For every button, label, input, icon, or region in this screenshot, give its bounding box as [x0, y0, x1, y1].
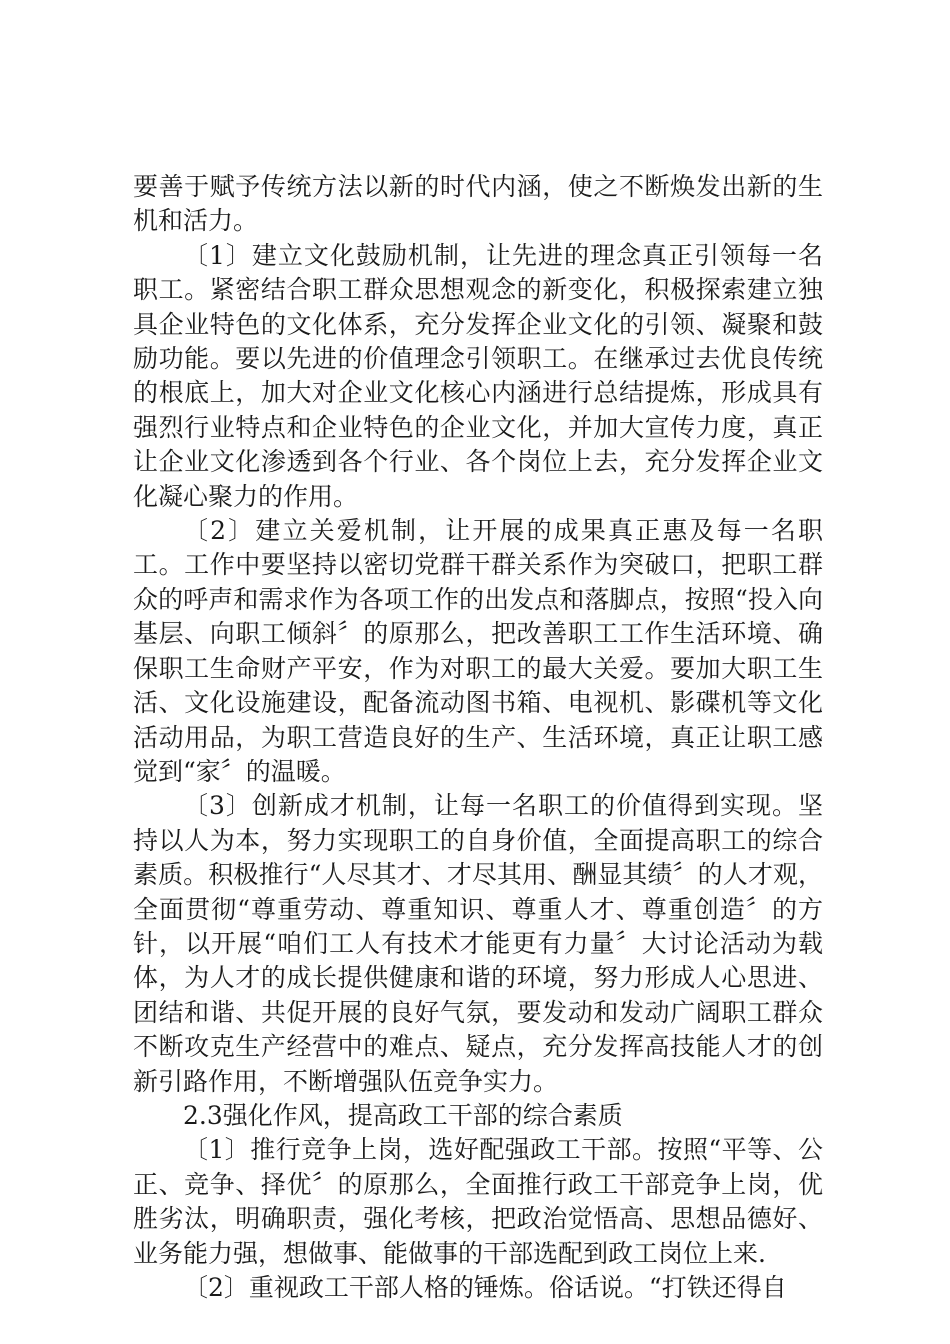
paragraph-competition: 〔1〕推行竞争上岗，选好配强政工干部。按照“平等、公正、竞争、择优〞的原那么，全面推行政工干部竞争上岗，优胜劣汰，明确职责，强化考核，把政治觉悟高、思想品德好、业务能力强，想做事、能做事的干部选配到政工岗位上来. [133, 1135, 823, 1268]
body-text [133, 170, 823, 1305]
paragraph-continuation: 要善于赋予传统方法以新的时代内涵，使之不断焕发出新的生机和活力。 [133, 172, 823, 236]
paragraph-talent-mechanism: 〔3〕创新成才机制，让每一名职工的价值得到实现。坚持以人为本，努力实现职工的自身价值，全面提高职工的综合素质。积极推行“人尽其才、才尽其用、酬显其绩〞的人才观，全面贯彻“尊重劳动、尊重知识、尊重人才、尊重创造〞的方针，以开展“咱们工人有技术才能更有力量〞大讨论活动为载体，为人才的成长提供健康和谐的环境，努力形成人心思进、团结和谐、共促开展的良好气氛，要发动和发动广阔职工群众不断攻克生产经营中的难点、疑点，充分发挥高技能人才的创新引路作用，不断增强队伍竞争实力。 [133, 791, 823, 1096]
paragraph-care-mechanism: 〔2〕建立关爱机制，让开展的成果真正惠及每一名职工。工作中要坚持以密切党群干群关系作为突破口，把职工群众的呼声和需求作为各项工作的出发点和落脚点，按照“投入向基层、向职工倾斜〞的原那么，把改善职工工作生活环境、确保职工生命财产平安，作为对职工的最大关爱。要加大职工生活、文化设施建设，配备流动图书箱、电视机、影碟机等文化活动用品，为职工营造良好的生产、生活环境，真正让职工感觉到“家〞的温暖。 [133, 516, 823, 786]
section-heading-2-3: 2.3强化作风，提高政工干部的综合素质 [183, 1100, 623, 1130]
paragraph-character: 〔2〕重视政工干部人格的锤炼。俗话说。“打铁还得自 [183, 1273, 787, 1302]
paragraph-culture-mechanism: 〔1〕建立文化鼓励机制，让先进的理念真正引领每一名职工。紧密结合职工群众思想观念的新变化，积极探索建立独具企业特色的文化体系，充分发挥企业文化的引领、凝聚和鼓励功能。要以先进的价值理念引领职工。在继承过去优良传统的根底上，加大对企业文化核心内涵进行总结提炼，形成具有强烈行业特点和企业特色的企业文化，并加大宣传力度，真正让企业文化渗透到各个行业、各个岗位上去，充分发挥企业文化凝心聚力的作用。 [133, 240, 823, 511]
